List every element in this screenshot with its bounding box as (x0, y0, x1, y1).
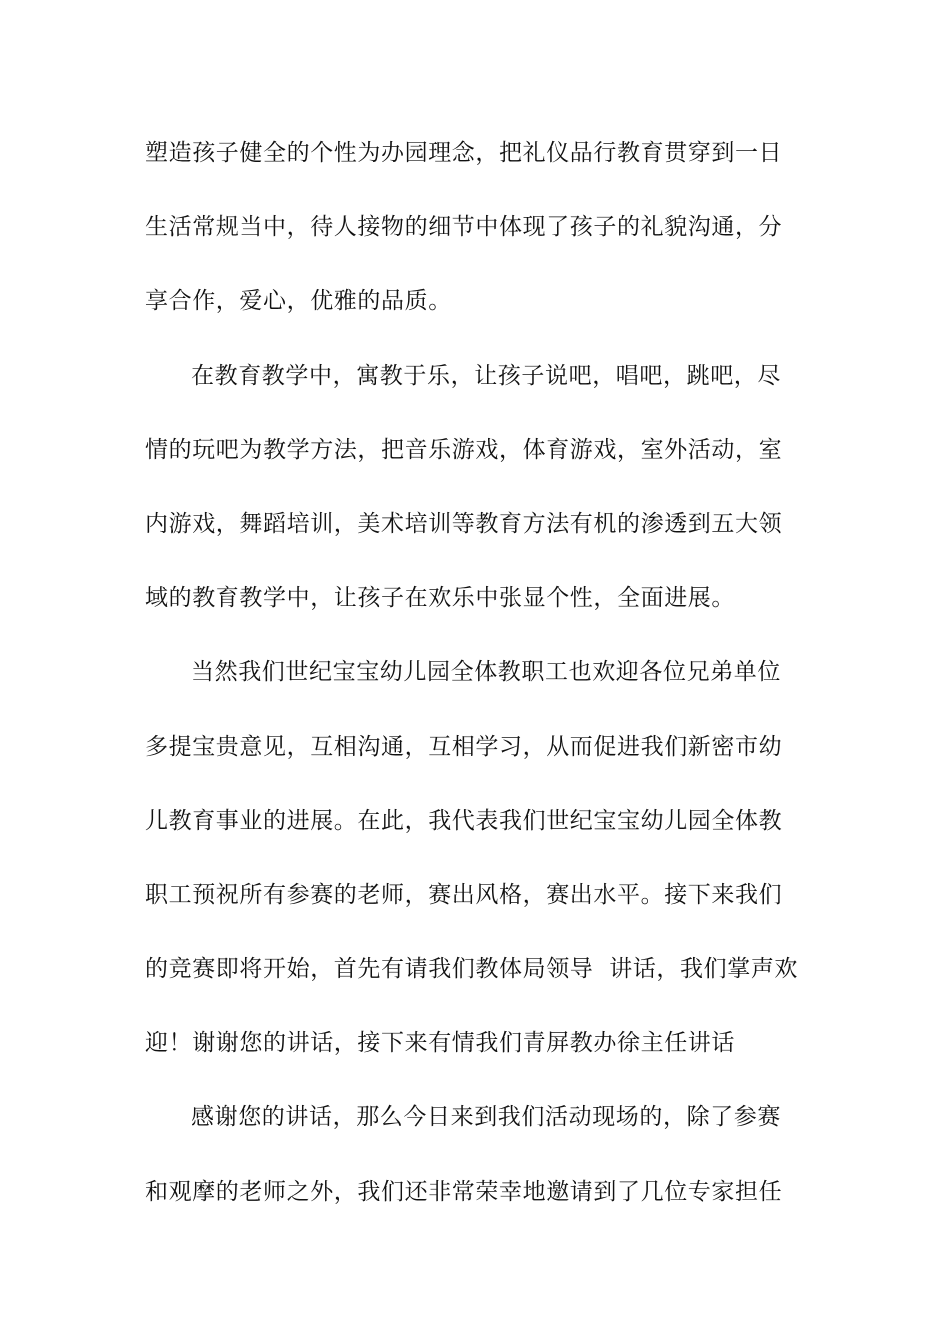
text-line: 的竞赛即将开始，首先有请我们教体局领导 讲话，我们掌声欢 (145, 956, 799, 983)
text-line: 内游戏，舞蹈培训，美术培训等教育方法有机的渗透到五大领 (145, 510, 783, 537)
text-line: 和观摩的老师之外，我们还非常荣幸地邀请到了几位专家担任 (145, 1178, 783, 1205)
text-line: 塑造孩子健全的个性为办园理念，把礼仪品行教育贯穿到一日 (145, 140, 783, 166)
text-line: 多提宝贵意见，互相沟通，互相学习，从而促进我们新密市幼 (145, 733, 783, 760)
text-line: 迎！谢谢您的讲话，接下来有情我们青屏教办徐主任讲话 (145, 1030, 735, 1057)
text-line: 生活常规当中，待人接物的细节中体现了孩子的礼貌沟通，分 (145, 214, 783, 241)
paragraph-start-line: 在教育教学中，寓教于乐，让孩子说吧，唱吧，跳吧，尽 (191, 362, 781, 389)
paragraph-start-line: 当然我们世纪宝宝幼儿园全体教职工也欢迎各位兄弟单位 (191, 659, 781, 686)
text-line: 享合作，爱心，优雅的品质。 (145, 288, 452, 315)
text-line: 域的教育教学中，让孩子在欢乐中张显个性，全面进展。 (145, 585, 735, 612)
text-line: 职工预祝所有参赛的老师，赛出风格，赛出水平。接下来我们 (145, 881, 783, 908)
paragraph-start-line: 感谢您的讲话，那么今日来到我们活动现场的，除了参赛 (191, 1104, 781, 1131)
text-line: 情的玩吧为教学方法，把音乐游戏，体育游戏，室外活动，室 (145, 436, 783, 463)
text-line: 儿教育事业的进展。在此，我代表我们世纪宝宝幼儿园全体教 (145, 807, 783, 834)
body-text (145, 130, 810, 1243)
